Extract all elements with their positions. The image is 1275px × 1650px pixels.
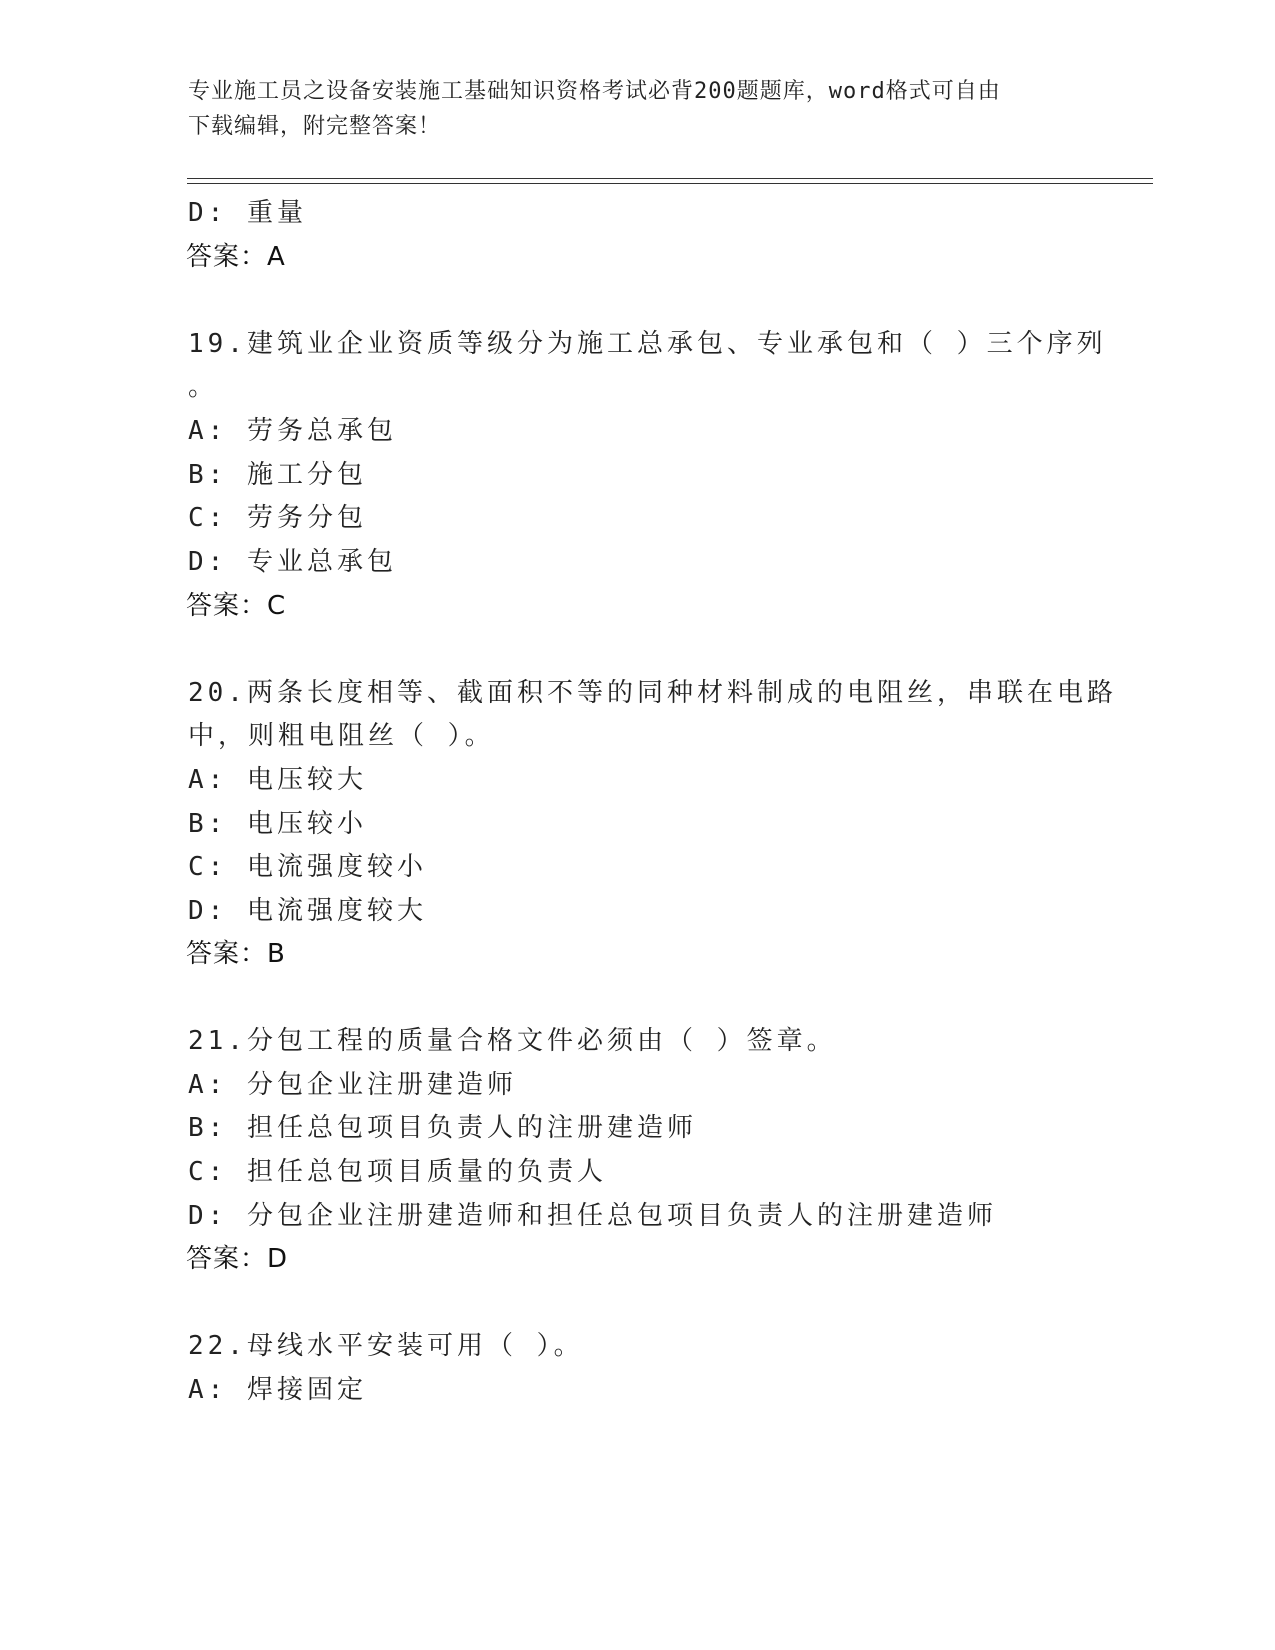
prev-option-d: D: 重量 (188, 198, 307, 228)
q19-stem-line-2: 。 (188, 372, 219, 402)
q20-stem-line-1: 20.两条长度相等、截面积不等的同种材料制成的电阻丝，串联在电路 (188, 678, 1117, 708)
prev-answer: 答案：A (186, 242, 286, 272)
q21-answer: 答案：D (186, 1244, 289, 1274)
q20-option-d: D: 电流强度较大 (188, 896, 427, 926)
q20-stem-line-2: 中，则粗电阻丝（ ）。 (188, 721, 495, 751)
q19-option-d: D: 专业总承包 (188, 547, 397, 577)
q19-option-c: C: 劳务分包 (188, 503, 367, 533)
q19-stem-line-1: 19.建筑业企业资质等级分为施工总承包、专业承包和（ ）三个序列 (188, 329, 1107, 359)
q20-option-c: C: 电流强度较小 (188, 852, 427, 882)
q21-option-a: A: 分包企业注册建造师 (188, 1070, 517, 1100)
header-line-1: 专业施工员之设备安装施工基础知识资格考试必背200题题库，word格式可自由 (188, 79, 1001, 104)
header-divider-bottom (187, 183, 1153, 184)
header-divider-top (187, 178, 1153, 179)
q19-option-b: B: 施工分包 (188, 460, 367, 490)
header-line-2: 下载编辑，附完整答案！ (188, 114, 442, 139)
q19-option-a: A: 劳务总承包 (188, 416, 397, 446)
q21-option-c: C: 担任总包项目质量的负责人 (188, 1157, 607, 1187)
q21-stem-line-1: 21.分包工程的质量合格文件必须由（ ）签章。 (188, 1026, 837, 1056)
q20-answer: 答案：B (186, 939, 286, 969)
q20-option-a: A: 电压较大 (188, 765, 367, 795)
q21-option-d: D: 分包企业注册建造师和担任总包项目负责人的注册建造师 (188, 1201, 997, 1231)
q21-option-b: B: 担任总包项目负责人的注册建造师 (188, 1113, 697, 1143)
q19-answer: 答案：C (186, 591, 287, 621)
document-header (188, 74, 1068, 144)
q20-option-b: B: 电压较小 (188, 809, 367, 839)
q22-stem-line-1: 22.母线水平安装可用（ ）。 (188, 1331, 584, 1361)
q22-option-a: A: 焊接固定 (188, 1375, 367, 1405)
